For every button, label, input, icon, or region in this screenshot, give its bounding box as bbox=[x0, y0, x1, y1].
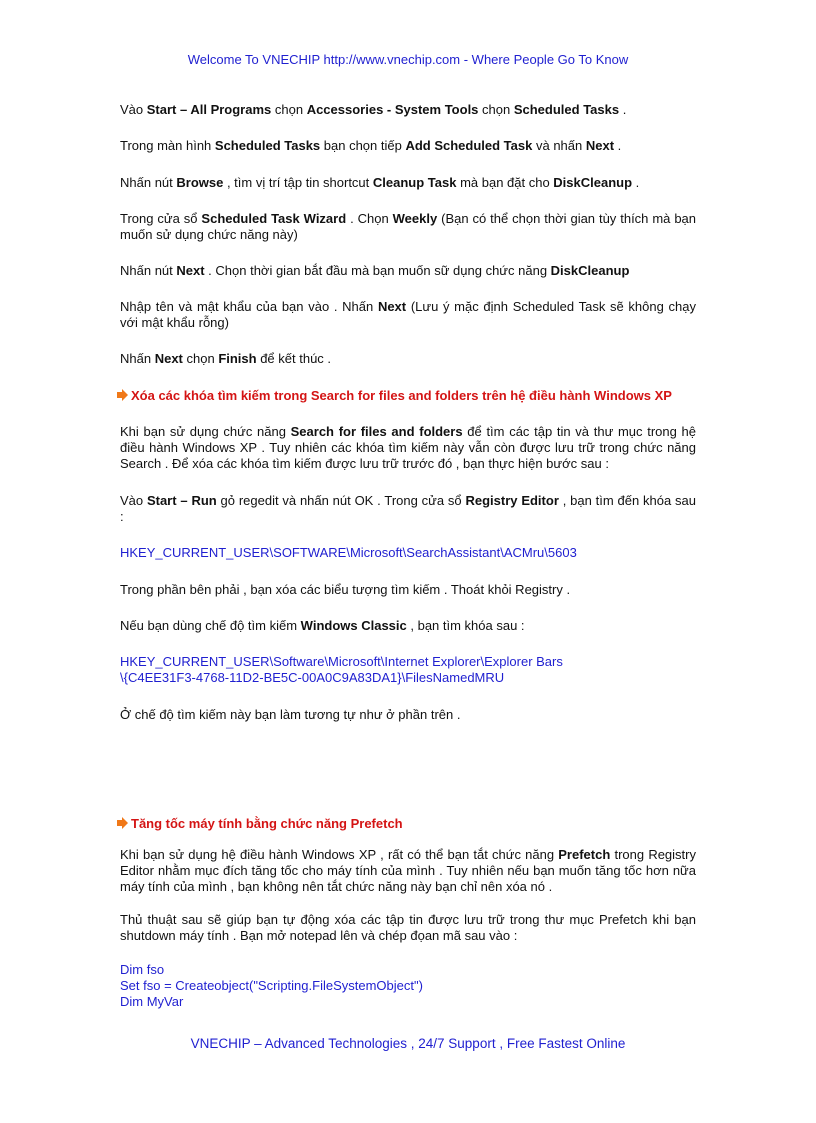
code-line: Set fso = Createobject("Scripting.FileSystemObject") bbox=[120, 978, 423, 993]
paragraph-wizard: Trong cửa sổ Scheduled Task Wizard . Chọn Weekly (Bạn có thể chọn thời gian tùy thích mà bạn muốn sử dụng chức năng này) bbox=[120, 211, 697, 242]
paragraph-start-menu: Vào Start – All Programs chọn Accessories - System Tools chọn Scheduled Tasks . bbox=[120, 102, 627, 117]
paragraph-windows-classic: Nếu bạn dùng chế độ tìm kiếm Windows Classic , bạn tìm khóa sau : bbox=[120, 618, 525, 633]
section-heading-search-keys: Xóa các khóa tìm kiếm trong Search for files and folders trên hệ điều hành Windows XP bbox=[116, 388, 706, 404]
page-footer: VNECHIP – Advanced Technologies , 24/7 Support , Free Fastest Online bbox=[190, 1036, 626, 1051]
paragraph-finish: Nhấn Next chọn Finish để kết thúc . bbox=[120, 351, 332, 366]
paragraph-scheduled-tasks: Trong màn hình Scheduled Tasks bạn chọn tiếp Add Scheduled Task và nhấn Next . bbox=[120, 138, 622, 153]
paragraph-delete-icons: Trong phần bên phải , bạn xóa các biểu tượng tìm kiếm . Thoát khỏi Registry . bbox=[120, 582, 571, 597]
arrow-right-icon bbox=[116, 389, 128, 401]
arrow-right-icon bbox=[116, 817, 128, 829]
registry-key-explorer-bars: HKEY_CURRENT_USER\Software\Microsoft\Internet Explorer\Explorer Bars \{C4EE31F3-4768-11D2-BE5C-00A0C9A83DA1}\FilesNamedMRU bbox=[120, 654, 563, 685]
paragraph-same-steps: Ở chế độ tìm kiếm này bạn làm tương tự như ở phần trên . bbox=[120, 707, 461, 722]
paragraph-prefetch-intro: Khi bạn sử dụng hệ điều hành Windows XP , rất có thể bạn tắt chức năng Prefetch trong Registry Editor nhằm mục đích tăng tốc cho máy tính của mình . Tuy nhiên nếu bạn muốn tăng tốc hơn nữa máy tính của mình , bạn không nên tắt chức năng này bạn chỉ nên xóa nó . bbox=[120, 847, 696, 894]
paragraph-browse: Nhấn nút Browse , tìm vị trí tập tin shortcut Cleanup Task mà bạn đặt cho DiskCleanup . bbox=[120, 175, 640, 190]
code-line: Dim MyVar bbox=[120, 994, 184, 1009]
paragraph-notepad: Thủ thuật sau sẽ giúp bạn tự động xóa các tập tin được lưu trữ trong thư mục Prefetch khi bạn shutdown máy tính . Bạn mở notepad lên và chép đọan mã sau vào : bbox=[120, 912, 696, 943]
paragraph-password: Nhập tên và mật khẩu của bạn vào . Nhấn Next (Lưu ý mặc định Scheduled Task sẽ không chạy với mật khẩu rỗng) bbox=[120, 299, 696, 330]
code-line: Dim fso bbox=[120, 962, 165, 977]
paragraph-registry-editor: Vào Start – Run gỏ regedit và nhấn nút OK . Trong cửa sổ Registry Editor , bạn tìm đến khóa sau : bbox=[120, 493, 697, 524]
paragraph-search-intro: Khi bạn sử dụng chức năng Search for files and folders để tìm các tập tin và thư mục trong hệ điều hành Windows XP . Tuy nhiên các khóa tìm kiếm này vẫn còn được lưu trữ trong chức năng Search . Để xóa các khóa tìm kiếm được lưu trữ trước đó , bạn thực hiện bước sau : bbox=[120, 424, 697, 471]
registry-key-acmru: HKEY_CURRENT_USER\SOFTWARE\Microsoft\SearchAssistant\ACMru\5603 bbox=[120, 545, 577, 560]
paragraph-next-time: Nhấn nút Next . Chọn thời gian bắt đầu mà bạn muốn sữ dụng chức năng DiskCleanup bbox=[120, 263, 630, 278]
page-header: Welcome To VNECHIP http://www.vnechip.com - Where People Go To Know bbox=[187, 52, 629, 67]
section-heading-prefetch: Tăng tốc máy tính bằng chức năng Prefetch bbox=[116, 816, 706, 832]
